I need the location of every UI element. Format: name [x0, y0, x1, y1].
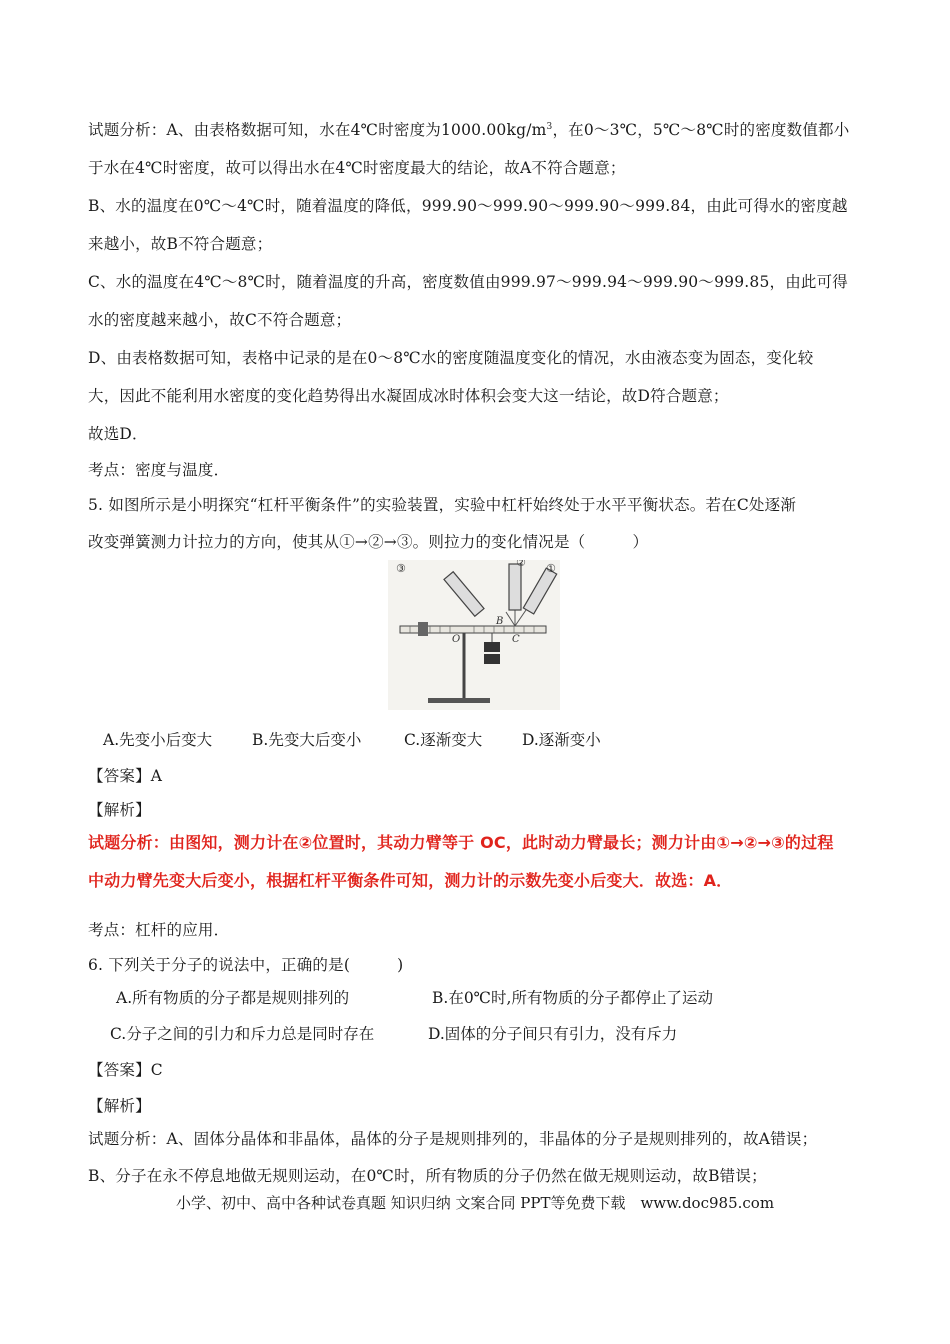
balance-nut	[418, 622, 428, 636]
q5-option-d: D.逐渐变小	[522, 731, 601, 749]
analysis-q4-line2: 于水在4℃时密度，故可以得出水在4℃时密度最大的结论，故A不符合题意；	[88, 159, 626, 177]
q6-option-a: A.所有物质的分子都是规则排列的	[116, 989, 350, 1007]
superscript: 3	[546, 121, 553, 132]
q5-analysis-line1: 试题分析：由图知，测力计在②位置时，其动力臂等于 OC，此时动力臂最长；测力计由①→②→③的过程	[88, 833, 834, 852]
label-O: O	[452, 634, 461, 645]
question-6-stem: 6. 下列关于分子的说法中，正确的是( )	[88, 956, 404, 974]
page-footer: 小学、初中、高中各种试卷真题 知识归纳 文案合同 PPT等免费下载 www.doc985.com	[175, 1194, 775, 1212]
q6-option-d: D.固体的分子间只有引力，没有斥力	[428, 1025, 678, 1043]
label-B: B	[496, 616, 504, 627]
label-C: C	[512, 634, 520, 645]
q6-jiexi-heading: 【解析】	[88, 1097, 151, 1115]
weight-1	[484, 642, 500, 652]
lever-apparatus-figure	[388, 560, 560, 710]
q5-option-a: A.先变小后变大	[103, 731, 213, 749]
string-3	[506, 612, 515, 626]
q6-option-c: C.分子之间的引力和斥力总是同时存在	[110, 1025, 375, 1043]
spring-scale-2	[509, 564, 521, 610]
q6-answer: 【答案】C	[88, 1061, 163, 1079]
q6-analysis-line1: 试题分析：A、固体分晶体和非晶体，晶体的分子是规则排列的，非晶体的分子是规则排列的，故A错误；	[88, 1130, 818, 1148]
spring-scale-3	[444, 572, 484, 616]
analysis-q4-line1: 试题分析：A、由表格数据可知，水在4℃时密度为$1000.00kg/m^3$，在0～3℃，5℃～8℃时的密度数值都小	[88, 121, 850, 139]
q6-option-b: B.在0℃时,所有物质的分子都停止了运动	[432, 989, 713, 1007]
label-circle2: ②	[516, 560, 526, 569]
q6-analysis-line2: B、分子在永不停息地做无规则运动，在0℃时，所有物质的分子仍然在做无规则运动，故B错误；	[88, 1167, 767, 1185]
q5-option-c: C.逐渐变大	[404, 731, 483, 749]
label-circle3: ③	[396, 562, 406, 575]
analysis-q4-line7: D、由表格数据可知，表格中记录的是在0～8℃水的密度随温度变化的情况，水由液态变为固态，变化较	[88, 349, 814, 367]
stand-base	[428, 698, 490, 703]
question-5-stem-line2: 改变弹簧测力计拉力的方向，使其从①→②→③。则拉力的变化情况是（ ）	[88, 533, 649, 551]
q5-jiexi-heading: 【解析】	[88, 801, 151, 819]
analysis-q4-line9: 故选D．	[88, 425, 148, 443]
kaodian-q4: 考点：密度与温度．	[88, 461, 230, 479]
analysis-q4-line5: C、水的温度在4℃～8℃时，随着温度的升高，密度数值由999.97～999.94～999.90～999.85，由此可得	[88, 273, 849, 291]
string-1	[515, 610, 526, 626]
kaodian-q5: 考点：杠杆的应用．	[88, 921, 230, 939]
label-circle1: ①	[546, 562, 556, 575]
q5-answer: 【答案】A	[88, 767, 163, 785]
q5-option-b: B.先变大后变小	[252, 731, 362, 749]
question-5-stem-line1: 5. 如图所示是小明探究“杠杆平衡条件”的实验装置，实验中杠杆始终处于水平平衡状态。若在C处逐渐	[88, 496, 797, 514]
analysis-q4-line6: 水的密度越来越小，故C不符合题意；	[88, 311, 352, 329]
analysis-q4-line4: 来越小，故B不符合题意；	[88, 235, 273, 253]
analysis-q4-line3: B、水的温度在0℃～4℃时，随着温度的降低，999.90～999.90～999.90～999.84，由此可得水的密度越	[88, 197, 848, 215]
weight-2	[484, 654, 500, 664]
q5-analysis-line2: 中动力臂先变大后变小，根据杠杆平衡条件可知，测力计的示数先变小后变大．故选：A．	[88, 871, 733, 890]
lever-diagram	[388, 560, 560, 710]
analysis-q4-line8: 大，因此不能利用水密度的变化趋势得出水凝固成冰时体积会变大这一结论，故D符合题意；	[88, 387, 729, 405]
